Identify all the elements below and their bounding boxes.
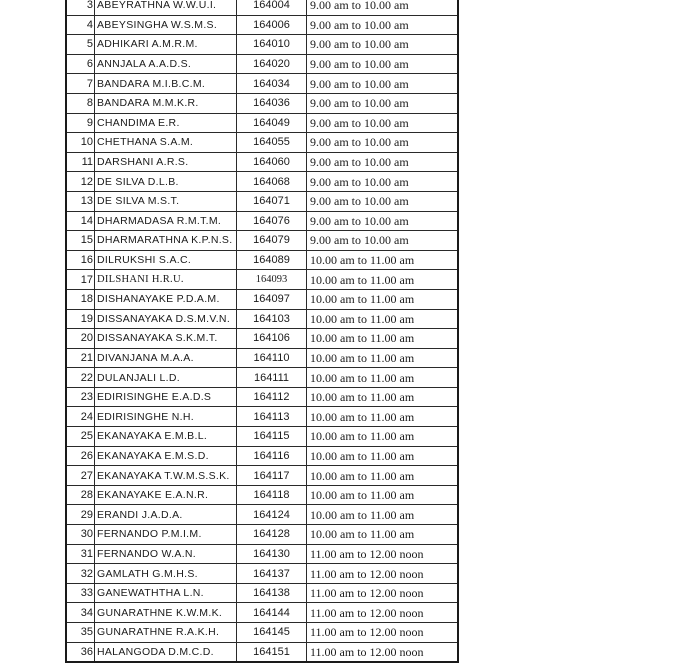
table-row [66, 152, 458, 172]
time-slot: 9.00 am to 10.00 am [307, 35, 459, 55]
row-number: 13 [66, 191, 95, 211]
row-number: 19 [66, 309, 95, 329]
time-slot: 10.00 am to 11.00 am [307, 387, 459, 407]
registration-number: 164036 [237, 93, 307, 113]
table-row [66, 485, 458, 505]
table-row [66, 74, 458, 94]
row-number: 11 [66, 152, 95, 172]
row-number: 10 [66, 133, 95, 153]
table-row [66, 191, 458, 211]
time-slot: 9.00 am to 10.00 am [307, 0, 459, 15]
time-slot: 10.00 am to 11.00 am [307, 525, 459, 545]
table-row [66, 642, 458, 662]
registration-number: 164089 [237, 250, 307, 270]
time-slot: 11.00 am to 12.00 noon [307, 564, 459, 584]
row-number: 35 [66, 623, 95, 643]
row-number: 7 [66, 74, 95, 94]
table-row [66, 564, 458, 584]
registration-number: 164116 [237, 446, 307, 466]
time-slot: 9.00 am to 10.00 am [307, 231, 459, 251]
registration-number: 164115 [237, 427, 307, 447]
student-name: GUNARATHNE R.A.K.H. [95, 623, 237, 643]
row-number: 23 [66, 387, 95, 407]
registration-number: 164117 [237, 466, 307, 486]
table-row [66, 525, 458, 545]
student-name: DISHANAYAKE P.D.A.M. [95, 289, 237, 309]
row-number: 18 [66, 289, 95, 309]
table-row [66, 348, 458, 368]
student-name: HALANGODA D.M.C.D. [95, 642, 237, 662]
time-slot: 10.00 am to 11.00 am [307, 446, 459, 466]
time-slot: 10.00 am to 11.00 am [307, 309, 459, 329]
time-slot: 10.00 am to 11.00 am [307, 427, 459, 447]
time-slot: 10.00 am to 11.00 am [307, 270, 459, 290]
student-name: DE SILVA D.L.B. [95, 172, 237, 192]
row-number: 8 [66, 93, 95, 113]
time-slot: 9.00 am to 10.00 am [307, 93, 459, 113]
student-name: BANDARA M.M.K.R. [95, 93, 237, 113]
student-name: ABEYRATHNA W.W.U.I. [95, 0, 237, 15]
time-slot: 9.00 am to 10.00 am [307, 172, 459, 192]
row-number: 28 [66, 485, 95, 505]
row-number: 16 [66, 250, 95, 270]
registration-number: 164068 [237, 172, 307, 192]
student-name: CHANDIMA E.R. [95, 113, 237, 133]
student-name: DARSHANI A.R.S. [95, 152, 237, 172]
student-name: DHARMARATHNA K.P.N.S. [95, 231, 237, 251]
student-name: DE SILVA M.S.T. [95, 191, 237, 211]
registration-number: 164010 [237, 35, 307, 55]
table-row [66, 172, 458, 192]
student-name: GANEWATHTHA L.N. [95, 583, 237, 603]
student-name: CHETHANA S.A.M. [95, 133, 237, 153]
student-name: DIVANJANA M.A.A. [95, 348, 237, 368]
student-name: DILRUKSHI S.A.C. [95, 250, 237, 270]
table-row [66, 427, 458, 447]
student-name: EKANAYAKA T.W.M.S.S.K. [95, 466, 237, 486]
table-row [66, 270, 458, 290]
registration-number: 164128 [237, 525, 307, 545]
student-name: EDIRISINGHE N.H. [95, 407, 237, 427]
registration-number: 164093 [237, 270, 307, 290]
registration-number: 164138 [237, 583, 307, 603]
table-row [66, 54, 458, 74]
registration-number: 164111 [237, 368, 307, 388]
table-row [66, 250, 458, 270]
student-name: GAMLATH G.M.H.S. [95, 564, 237, 584]
table-row [66, 329, 458, 349]
student-name: DILSHANI H.R.U. [95, 270, 237, 290]
student-name: FERNANDO P.M.I.M. [95, 525, 237, 545]
table-row [66, 15, 458, 35]
schedule-table [65, 0, 459, 663]
registration-number: 164060 [237, 152, 307, 172]
table-row [66, 387, 458, 407]
registration-number: 164006 [237, 15, 307, 35]
time-slot: 11.00 am to 12.00 noon [307, 583, 459, 603]
time-slot: 9.00 am to 10.00 am [307, 152, 459, 172]
registration-number: 164103 [237, 309, 307, 329]
student-name: DHARMADASA R.M.T.M. [95, 211, 237, 231]
table-row [66, 211, 458, 231]
row-number: 26 [66, 446, 95, 466]
student-name: ANNJALA A.A.D.S. [95, 54, 237, 74]
registration-number: 164020 [237, 54, 307, 74]
registration-number: 164079 [237, 231, 307, 251]
time-slot: 10.00 am to 11.00 am [307, 329, 459, 349]
registration-number: 164145 [237, 623, 307, 643]
student-name: EKANAYAKA E.M.S.D. [95, 446, 237, 466]
registration-number: 164055 [237, 133, 307, 153]
student-name: EKANAYAKA E.M.B.L. [95, 427, 237, 447]
table-row [66, 309, 458, 329]
registration-number: 164034 [237, 74, 307, 94]
registration-number: 164124 [237, 505, 307, 525]
row-number: 32 [66, 564, 95, 584]
table-row [66, 623, 458, 643]
row-number: 34 [66, 603, 95, 623]
time-slot: 9.00 am to 10.00 am [307, 133, 459, 153]
table-row [66, 446, 458, 466]
table-row [66, 505, 458, 525]
row-number: 24 [66, 407, 95, 427]
row-number: 30 [66, 525, 95, 545]
time-slot: 11.00 am to 12.00 noon [307, 642, 459, 662]
time-slot: 10.00 am to 11.00 am [307, 505, 459, 525]
time-slot: 11.00 am to 12.00 noon [307, 544, 459, 564]
time-slot: 9.00 am to 10.00 am [307, 15, 459, 35]
table-row [66, 466, 458, 486]
schedule-table-body [66, 0, 458, 662]
student-name: ABEYSINGHA W.S.M.S. [95, 15, 237, 35]
time-slot: 9.00 am to 10.00 am [307, 74, 459, 94]
row-number: 27 [66, 466, 95, 486]
time-slot: 9.00 am to 10.00 am [307, 191, 459, 211]
registration-number: 164112 [237, 387, 307, 407]
row-number: 36 [66, 642, 95, 662]
row-number: 33 [66, 583, 95, 603]
time-slot: 10.00 am to 11.00 am [307, 466, 459, 486]
row-number: 15 [66, 231, 95, 251]
registration-number: 164049 [237, 113, 307, 133]
row-number: 31 [66, 544, 95, 564]
row-number: 5 [66, 35, 95, 55]
registration-number: 164144 [237, 603, 307, 623]
table-row [66, 93, 458, 113]
row-number: 21 [66, 348, 95, 368]
time-slot: 10.00 am to 11.00 am [307, 485, 459, 505]
row-number: 25 [66, 427, 95, 447]
table-row [66, 113, 458, 133]
registration-number: 164130 [237, 544, 307, 564]
time-slot: 9.00 am to 10.00 am [307, 113, 459, 133]
student-name: EKANAYAKE E.A.N.R. [95, 485, 237, 505]
row-number: 3 [66, 0, 95, 15]
student-name: DULANJALI L.D. [95, 368, 237, 388]
table-row [66, 544, 458, 564]
time-slot: 9.00 am to 10.00 am [307, 54, 459, 74]
row-number: 14 [66, 211, 95, 231]
time-slot: 10.00 am to 11.00 am [307, 368, 459, 388]
row-number: 20 [66, 329, 95, 349]
table-row [66, 583, 458, 603]
registration-number: 164097 [237, 289, 307, 309]
registration-number: 164004 [237, 0, 307, 15]
registration-number: 164151 [237, 642, 307, 662]
registration-number: 164076 [237, 211, 307, 231]
student-name: EDIRISINGHE E.A.D.S [95, 387, 237, 407]
student-name: BANDARA M.I.B.C.M. [95, 74, 237, 94]
table-row [66, 603, 458, 623]
table-row [66, 289, 458, 309]
student-name: DISSANAYAKA D.S.M.V.N. [95, 309, 237, 329]
registration-number: 164137 [237, 564, 307, 584]
table-row [66, 35, 458, 55]
table-row [66, 0, 458, 15]
student-name: GUNARATHNE K.W.M.K. [95, 603, 237, 623]
time-slot: 10.00 am to 11.00 am [307, 407, 459, 427]
registration-number: 164110 [237, 348, 307, 368]
table-row [66, 231, 458, 251]
table-row [66, 407, 458, 427]
time-slot: 11.00 am to 12.00 noon [307, 623, 459, 643]
time-slot: 10.00 am to 11.00 am [307, 289, 459, 309]
row-number: 4 [66, 15, 95, 35]
row-number: 17 [66, 270, 95, 290]
table-row [66, 368, 458, 388]
table-row [66, 133, 458, 153]
row-number: 6 [66, 54, 95, 74]
time-slot: 9.00 am to 10.00 am [307, 211, 459, 231]
student-name: ADHIKARI A.M.R.M. [95, 35, 237, 55]
registration-number: 164118 [237, 485, 307, 505]
student-name: FERNANDO W.A.N. [95, 544, 237, 564]
student-name: DISSANAYAKA S.K.M.T. [95, 329, 237, 349]
row-number: 29 [66, 505, 95, 525]
time-slot: 10.00 am to 11.00 am [307, 348, 459, 368]
row-number: 9 [66, 113, 95, 133]
registration-number: 164071 [237, 191, 307, 211]
row-number: 12 [66, 172, 95, 192]
time-slot: 11.00 am to 12.00 noon [307, 603, 459, 623]
registration-number: 164106 [237, 329, 307, 349]
student-name: ERANDI J.A.D.A. [95, 505, 237, 525]
registration-number: 164113 [237, 407, 307, 427]
row-number: 22 [66, 368, 95, 388]
time-slot: 10.00 am to 11.00 am [307, 250, 459, 270]
